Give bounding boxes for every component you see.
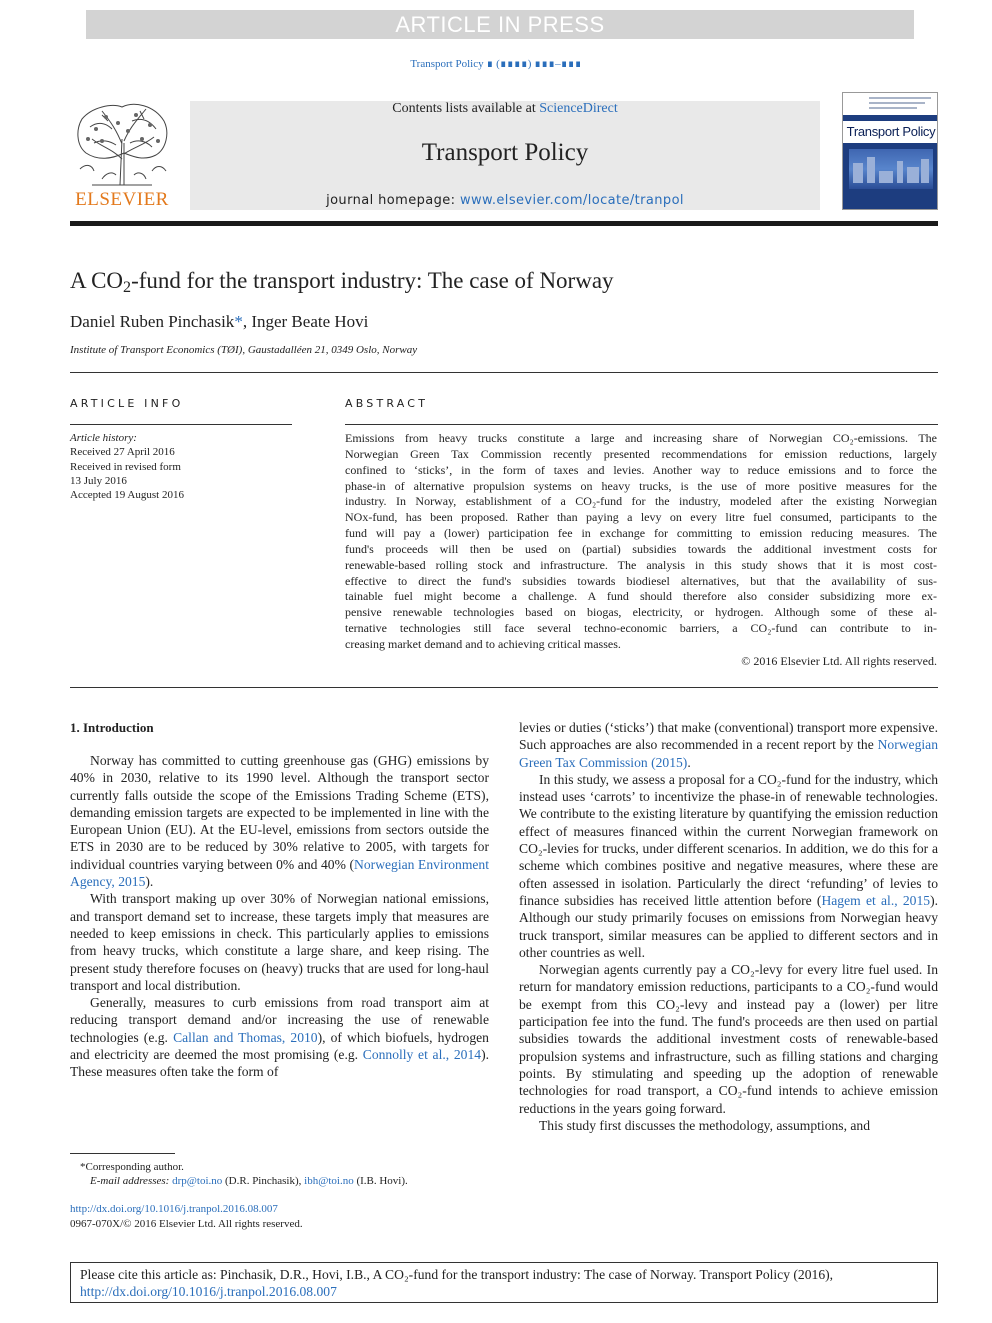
email-link[interactable]: ibh@toi.no (304, 1175, 354, 1187)
text: ). Although our study primarily focuses on emissions from Norwegian heavy truck transport, similar measures can be applied to different sectors and in other countries as well. (519, 892, 938, 960)
citation-text: Please cite this article as: Pinchasik, D.R., Hovi, I.B., A CO₂-fund for the transport industry: The case of Norway. Transport Policy (2016), (80, 1267, 834, 1282)
contents-line (190, 101, 820, 117)
divider (70, 687, 938, 688)
abstract-line: creasing market demand and to achieving critical masses. (345, 636, 621, 651)
citation-link[interactable]: Callan and Thomas, 2010 (173, 1029, 318, 1045)
abstract-line: Emissions from heavy trucks constitute a large and increasing share of Norwegian CO₂-emissions. The (345, 431, 937, 445)
asterisk-mark: * (80, 1161, 86, 1173)
cover-line (869, 107, 917, 109)
citation-link[interactable]: Hagem et al., 2015 (821, 892, 931, 908)
footnote-rule (70, 1153, 175, 1154)
journal-header (190, 101, 820, 210)
abstract-line: fund's proceeds will then be used on (partial) subsidies towards the additional investment costs for (345, 541, 937, 556)
abstract-line: effective to direct the fund's subsidies towards biodiesel alternatives, but that the availability of sus- (345, 573, 937, 588)
text: (D.R. Pinchasik), (222, 1175, 305, 1187)
article-title (70, 268, 614, 297)
header-rule (70, 221, 938, 226)
text: ). (145, 874, 154, 890)
text: levies or duties (‘sticks’) that make (conventional) transport more expensive. Such approaches are also recommended in a recent report by the (519, 720, 938, 753)
history-label: Article history: (70, 432, 137, 444)
text: (I.B. Hovi). (353, 1175, 408, 1187)
cover-title: Transport Policy (843, 121, 938, 143)
elsevier-tree-icon (72, 99, 172, 187)
text: E-mail addresses: (90, 1175, 173, 1187)
paragraph (70, 994, 489, 1080)
abstract-line: fund will pay a (lower) participation fee in exchange for committing to emission reducing measures. The (345, 526, 937, 541)
paragraph (70, 752, 489, 890)
abstract-line: Norwegian Green Tax Commission recently presented recommendations for emission reductions, largely (345, 446, 937, 461)
copyright: © 2016 Elsevier Ltd. All rights reserved. (741, 654, 937, 668)
history-item: Received in revised form (70, 460, 181, 473)
elsevier-wordmark: ELSEVIER (75, 189, 169, 210)
citation-doi-link[interactable]: http://dx.doi.org/10.1016/j.tranpol.2016.08.007 (80, 1283, 337, 1299)
homepage-line (190, 193, 820, 208)
paragraph: Norwegian agents currently pay a CO₂-levy for every litre fuel used. In return for mandatory emission reductions, participants to a CO₂-fund would be exempt from this CO₂-levy and instead pay a (lower) per litre participation fee into the fund. The fund's proceeds are then used on partial subsidies towards the additional investment costs of renewable-based propulsion systems and infrastructure, such as filling stations and charging points. By stimulating and speeding up the adoption of renewable technologies for road transport, a CO₂-fund intends to achieve emission reductions in the years going forward. (519, 962, 938, 1116)
text: ). These measures often take the form of (70, 1047, 489, 1080)
author-list (70, 312, 368, 332)
homepage-link[interactable]: www.elsevier.com/locate/tranpol (459, 193, 684, 208)
history-item: 13 July 2016 (70, 474, 127, 487)
issn-line: 0967-070X/© 2016 Elsevier Ltd. All rights reserved. (70, 1217, 303, 1230)
cover-image (849, 149, 933, 189)
contents-prefix: Contents lists available at (392, 101, 540, 116)
abstract-heading: ABSTRACT (345, 397, 429, 410)
title-part: A CO (70, 268, 124, 293)
divider (70, 372, 938, 373)
abstract-line: NOx-fund, has been proposed. Rather than paying a levy on every litre fuel consumed, participants to the (345, 510, 937, 525)
article-in-press-banner: ARTICLE IN PRESS (86, 10, 914, 39)
paragraph (519, 719, 938, 771)
abstract-line: renewable-based rolling stock and infrastructure. The analysis in this study shows that it is most cost- (345, 557, 937, 572)
section-heading: 1. Introduction (70, 720, 154, 735)
text: Corresponding author. (85, 1161, 184, 1173)
footnote (70, 1160, 408, 1188)
abstract-line: confined to ‘sticks’, in the form of taxes and levies. Another way to reduce emissions and to force the (345, 462, 937, 477)
cover-line (869, 102, 925, 104)
article-history (70, 431, 184, 502)
citation-link[interactable]: Norwegian Environment Agency, 2015 (70, 856, 489, 890)
history-item: Accepted 19 August 2016 (70, 489, 184, 502)
affiliation: Institute of Transport Economics (TØI), Gaustadalléen 21, 0349 Oslo, Norway (70, 344, 418, 356)
paragraph: This study first discusses the methodology, assumptions, and (539, 1117, 871, 1133)
abstract-line: ternative technologies still face several techno-economic barriers, a CO₂-fund can contribute to in- (345, 621, 937, 636)
text: In this study, we assess a proposal for a CO₂-fund for the industry, which instead uses ‘carrots’ to incentivize the phase-in of renewable technologies. We contribute to the existing literature by quantifying the emission reduction effect of measures financed within the current Norwegian framework on CO₂-levies for trucks, under different scenarios. In addition, we do this for a scheme which combines positive and negative measures, where these are often assessed in isolation. Particularly the direct ‘refunding’ of levies to finance subsidies has received little attention before ( (519, 771, 938, 908)
title-part: -fund for the transport industry: The case of Norway (131, 268, 614, 293)
citation-link[interactable]: Connolly et al., 2014 (362, 1047, 482, 1063)
doi-link[interactable]: http://dx.doi.org/10.1016/j.tranpol.2016.08.007 (70, 1203, 278, 1215)
abstract-line: phase-in of alternative propulsion systems on heavy trucks, is the use of more positive measures for the (345, 478, 937, 493)
abstract-text (345, 431, 937, 653)
author-name[interactable]: , Inger Beate Hovi (242, 312, 369, 331)
citation-link[interactable]: Norwegian Green Tax Commission (2015) (519, 737, 938, 770)
footnote-line (70, 1160, 408, 1174)
footnote-line (70, 1174, 408, 1188)
title-subscript: 2 (123, 279, 132, 297)
elsevier-logo[interactable] (68, 97, 176, 213)
text: ), of which biofuels, hydrogen and electricity are deemed the most promising (e.g. (70, 1029, 489, 1063)
sciencedirect-link[interactable]: ScienceDirect (539, 101, 618, 116)
cover-line (869, 97, 931, 99)
divider (345, 424, 938, 425)
text: . (687, 754, 691, 770)
journal-cover[interactable] (842, 92, 938, 210)
corresponding-author-mark[interactable]: * (234, 312, 243, 331)
abstract-line: pensive renewable technologies based on biogas, electricity, or hydrogen. Although some of these al- (345, 605, 937, 620)
divider (70, 424, 292, 425)
left-column (70, 752, 489, 1081)
citation-box (70, 1262, 938, 1303)
article-info-heading: ARTICLE INFO (70, 397, 184, 410)
text: Generally, measures to curb emissions from road transport aim at reducing transport demand and/or increasing the use of renewable technologies (e.g. (70, 995, 489, 1045)
text: Norway has committed to cutting greenhouse gas (GHG) emissions by 40% in 2030, relative to its 1990 level. Although the transport sector currently falls outside the scope of the Emissions Trading Scheme (ETS), demanding emission targets are expected to be implemented in line with the European Union (EU). At the EU-level, emissions from sectors outside the ETS in 2030 are to be reduced by 30% relative to 2005, with targets for individual countries varying between 0% and 40% ( (70, 753, 489, 872)
right-column (519, 719, 938, 1134)
author-name[interactable]: Daniel Ruben Pinchasik (70, 312, 235, 331)
abstract-line: tainable fuel might become a challenge. A fund should therefore also consider subsidizing more ex- (345, 589, 937, 604)
homepage-prefix: journal homepage: (326, 193, 460, 208)
paragraph: With transport making up over 30% of Norwegian national emissions, and transport demand set to increase, these targets imply that measures are needed to keep emissions in check. This particularly applies to emissions from heavy trucks, which constitute a large share, and keep rising. The present study therefore focuses on (heavy) trucks that are used for long-haul transport and local distribution. (70, 891, 489, 993)
paragraph (519, 771, 938, 961)
history-item: Received 27 April 2016 (70, 446, 175, 459)
doi-block (70, 1202, 303, 1231)
abstract-line: industry. In Norway, establishment of a CO₂-fund for the industry, modeled after the existing Norwegian (345, 494, 937, 509)
email-link[interactable]: drp@toi.no (172, 1175, 223, 1187)
journal-title: Transport Policy (421, 139, 589, 166)
journal-reference-link[interactable]: Transport Policy ∎ (∎∎∎∎) ∎∎∎–∎∎∎ (410, 58, 582, 70)
